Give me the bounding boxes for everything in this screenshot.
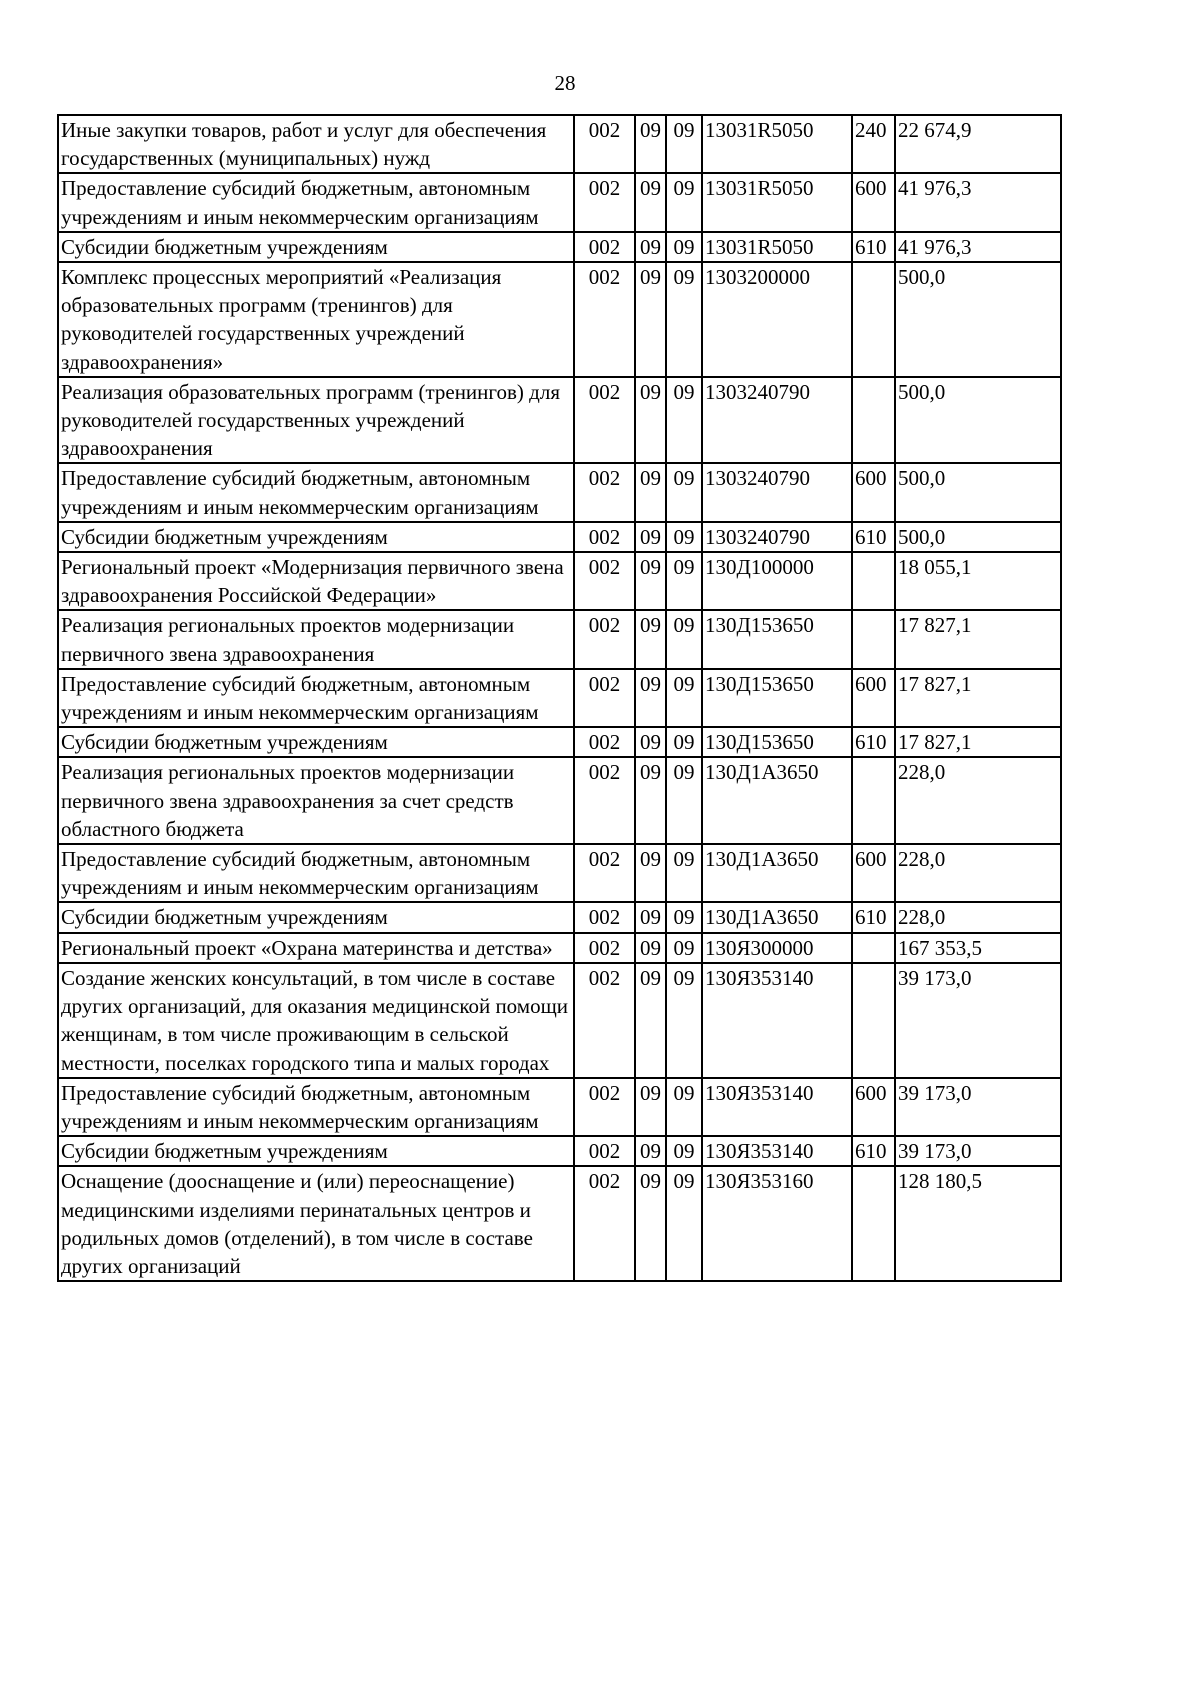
row-subsection-cell: 09 bbox=[666, 757, 702, 844]
row-amount-cell: 500,0 bbox=[895, 463, 1061, 521]
row-section-cell: 09 bbox=[635, 757, 666, 844]
row-subsection-cell: 09 bbox=[666, 1166, 702, 1281]
row-admin-code-cell: 002 bbox=[574, 262, 635, 377]
row-target-article-cell: 13031R5050 bbox=[702, 115, 852, 173]
row-name-cell: Субсидии бюджетным учреждениям bbox=[58, 727, 574, 757]
row-admin-code-cell: 002 bbox=[574, 552, 635, 610]
row-section-cell: 09 bbox=[635, 902, 666, 932]
row-admin-code-cell: 002 bbox=[574, 1136, 635, 1166]
row-expense-type-cell: 600 bbox=[852, 173, 895, 231]
row-subsection-cell: 09 bbox=[666, 232, 702, 262]
row-section-cell: 09 bbox=[635, 1136, 666, 1166]
row-amount-cell: 500,0 bbox=[895, 377, 1061, 464]
row-name-cell: Региональный проект «Модернизация первичного звена здравоохранения Российской Федерации» bbox=[58, 552, 574, 610]
row-section-cell: 09 bbox=[635, 933, 666, 963]
row-amount-cell: 500,0 bbox=[895, 522, 1061, 552]
row-amount-cell: 41 976,3 bbox=[895, 173, 1061, 231]
row-target-article-cell: 130Я300000 bbox=[702, 933, 852, 963]
row-amount-cell: 41 976,3 bbox=[895, 232, 1061, 262]
row-name-cell: Предоставление субсидий бюджетным, автономным учреждениям и иным некоммерческим организациям bbox=[58, 173, 574, 231]
row-section-cell: 09 bbox=[635, 727, 666, 757]
table-row bbox=[58, 173, 1061, 231]
table-body bbox=[58, 115, 1061, 1281]
row-name-cell: Субсидии бюджетным учреждениям bbox=[58, 902, 574, 932]
row-expense-type-cell: 600 bbox=[852, 844, 895, 902]
row-expense-type-cell: 600 bbox=[852, 463, 895, 521]
row-expense-type-cell bbox=[852, 757, 895, 844]
row-admin-code-cell: 002 bbox=[574, 902, 635, 932]
row-subsection-cell: 09 bbox=[666, 262, 702, 377]
row-admin-code-cell: 002 bbox=[574, 757, 635, 844]
table-row bbox=[58, 552, 1061, 610]
row-target-article-cell: 1303240790 bbox=[702, 463, 852, 521]
table-row bbox=[58, 669, 1061, 727]
row-target-article-cell: 130Я353160 bbox=[702, 1166, 852, 1281]
row-name-cell: Предоставление субсидий бюджетным, автономным учреждениям и иным некоммерческим организациям bbox=[58, 669, 574, 727]
row-expense-type-cell bbox=[852, 963, 895, 1078]
row-target-article-cell: 130Я353140 bbox=[702, 1136, 852, 1166]
row-amount-cell: 167 353,5 bbox=[895, 933, 1061, 963]
row-name-cell: Оснащение (дооснащение и (или) переоснащение) медицинскими изделиями перинатальных центров и родильных домов (отделений), в том числе в составе других организаций bbox=[58, 1166, 574, 1281]
row-target-article-cell: 1303200000 bbox=[702, 262, 852, 377]
row-section-cell: 09 bbox=[635, 262, 666, 377]
row-admin-code-cell: 002 bbox=[574, 963, 635, 1078]
row-expense-type-cell bbox=[852, 552, 895, 610]
row-subsection-cell: 09 bbox=[666, 1078, 702, 1136]
row-amount-cell: 17 827,1 bbox=[895, 610, 1061, 668]
table-row bbox=[58, 377, 1061, 464]
row-subsection-cell: 09 bbox=[666, 844, 702, 902]
row-admin-code-cell: 002 bbox=[574, 669, 635, 727]
row-expense-type-cell: 610 bbox=[852, 232, 895, 262]
row-target-article-cell: 130Я353140 bbox=[702, 1078, 852, 1136]
row-amount-cell: 17 827,1 bbox=[895, 669, 1061, 727]
row-target-article-cell: 1303240790 bbox=[702, 377, 852, 464]
row-expense-type-cell: 610 bbox=[852, 902, 895, 932]
table-row bbox=[58, 727, 1061, 757]
row-target-article-cell: 130Д100000 bbox=[702, 552, 852, 610]
row-section-cell: 09 bbox=[635, 377, 666, 464]
row-admin-code-cell: 002 bbox=[574, 522, 635, 552]
table-row bbox=[58, 115, 1061, 173]
row-subsection-cell: 09 bbox=[666, 1136, 702, 1166]
row-subsection-cell: 09 bbox=[666, 610, 702, 668]
row-section-cell: 09 bbox=[635, 669, 666, 727]
row-subsection-cell: 09 bbox=[666, 115, 702, 173]
table-row bbox=[58, 933, 1061, 963]
row-target-article-cell: 130Д1А3650 bbox=[702, 757, 852, 844]
table-row bbox=[58, 757, 1061, 844]
table-row bbox=[58, 610, 1061, 668]
table-row bbox=[58, 963, 1061, 1078]
row-subsection-cell: 09 bbox=[666, 377, 702, 464]
row-expense-type-cell: 610 bbox=[852, 1136, 895, 1166]
row-name-cell: Предоставление субсидий бюджетным, автономным учреждениям и иным некоммерческим организациям bbox=[58, 463, 574, 521]
row-expense-type-cell: 240 bbox=[852, 115, 895, 173]
row-section-cell: 09 bbox=[635, 522, 666, 552]
row-admin-code-cell: 002 bbox=[574, 1166, 635, 1281]
row-target-article-cell: 130Я353140 bbox=[702, 963, 852, 1078]
row-target-article-cell: 130Д153650 bbox=[702, 727, 852, 757]
row-admin-code-cell: 002 bbox=[574, 377, 635, 464]
row-subsection-cell: 09 bbox=[666, 727, 702, 757]
row-section-cell: 09 bbox=[635, 115, 666, 173]
page-number: 28 bbox=[554, 71, 576, 95]
row-target-article-cell: 13031R5050 bbox=[702, 232, 852, 262]
row-amount-cell: 228,0 bbox=[895, 757, 1061, 844]
row-section-cell: 09 bbox=[635, 232, 666, 262]
row-name-cell: Создание женских консультаций, в том числе в составе других организаций, для оказания медицинской помощи женщинам, в том числе проживающим в сельской местности, поселках городского типа и малых городах bbox=[58, 963, 574, 1078]
row-section-cell: 09 bbox=[635, 552, 666, 610]
row-expense-type-cell: 600 bbox=[852, 1078, 895, 1136]
row-admin-code-cell: 002 bbox=[574, 173, 635, 231]
row-expense-type-cell bbox=[852, 1166, 895, 1281]
row-name-cell: Реализация региональных проектов модернизации первичного звена здравоохранения за счет средств областного бюджета bbox=[58, 757, 574, 844]
row-target-article-cell: 130Д153650 bbox=[702, 610, 852, 668]
table-row bbox=[58, 1136, 1061, 1166]
row-amount-cell: 128 180,5 bbox=[895, 1166, 1061, 1281]
row-subsection-cell: 09 bbox=[666, 669, 702, 727]
row-amount-cell: 17 827,1 bbox=[895, 727, 1061, 757]
row-section-cell: 09 bbox=[635, 610, 666, 668]
table-row bbox=[58, 232, 1061, 262]
table-row bbox=[58, 522, 1061, 552]
row-admin-code-cell: 002 bbox=[574, 1078, 635, 1136]
row-amount-cell: 18 055,1 bbox=[895, 552, 1061, 610]
row-expense-type-cell: 600 bbox=[852, 669, 895, 727]
row-name-cell: Региональный проект «Охрана материнства и детства» bbox=[58, 933, 574, 963]
table-row bbox=[58, 463, 1061, 521]
table-row bbox=[58, 1166, 1061, 1281]
row-subsection-cell: 09 bbox=[666, 963, 702, 1078]
row-section-cell: 09 bbox=[635, 1078, 666, 1136]
row-expense-type-cell bbox=[852, 933, 895, 963]
row-subsection-cell: 09 bbox=[666, 522, 702, 552]
row-admin-code-cell: 002 bbox=[574, 232, 635, 262]
row-name-cell: Иные закупки товаров, работ и услуг для обеспечения государственных (муниципальных) нужд bbox=[58, 115, 574, 173]
row-admin-code-cell: 002 bbox=[574, 727, 635, 757]
row-subsection-cell: 09 bbox=[666, 552, 702, 610]
row-expense-type-cell bbox=[852, 377, 895, 464]
row-expense-type-cell bbox=[852, 262, 895, 377]
row-amount-cell: 228,0 bbox=[895, 902, 1061, 932]
table-row bbox=[58, 844, 1061, 902]
row-amount-cell: 228,0 bbox=[895, 844, 1061, 902]
row-target-article-cell: 130Д153650 bbox=[702, 669, 852, 727]
row-target-article-cell: 1303240790 bbox=[702, 522, 852, 552]
row-amount-cell: 39 173,0 bbox=[895, 1136, 1061, 1166]
row-name-cell: Комплекс процессных мероприятий «Реализация образовательных программ (тренингов) для руководителей государственных учреждений здравоохранения» bbox=[58, 262, 574, 377]
row-admin-code-cell: 002 bbox=[574, 115, 635, 173]
row-name-cell: Субсидии бюджетным учреждениям bbox=[58, 522, 574, 552]
row-section-cell: 09 bbox=[635, 844, 666, 902]
table-row bbox=[58, 262, 1061, 377]
row-admin-code-cell: 002 bbox=[574, 933, 635, 963]
table-row bbox=[58, 1078, 1061, 1136]
row-expense-type-cell: 610 bbox=[852, 522, 895, 552]
row-admin-code-cell: 002 bbox=[574, 844, 635, 902]
row-target-article-cell: 130Д1А3650 bbox=[702, 844, 852, 902]
row-amount-cell: 39 173,0 bbox=[895, 963, 1061, 1078]
row-name-cell: Реализация региональных проектов модернизации первичного звена здравоохранения bbox=[58, 610, 574, 668]
row-admin-code-cell: 002 bbox=[574, 610, 635, 668]
row-section-cell: 09 bbox=[635, 963, 666, 1078]
row-expense-type-cell bbox=[852, 610, 895, 668]
row-section-cell: 09 bbox=[635, 1166, 666, 1281]
row-section-cell: 09 bbox=[635, 173, 666, 231]
row-name-cell: Реализация образовательных программ (тренингов) для руководителей государственных учреждений здравоохранения bbox=[58, 377, 574, 464]
budget-table bbox=[57, 114, 1062, 1282]
row-expense-type-cell: 610 bbox=[852, 727, 895, 757]
row-name-cell: Субсидии бюджетным учреждениям bbox=[58, 232, 574, 262]
row-subsection-cell: 09 bbox=[666, 933, 702, 963]
table-row bbox=[58, 902, 1061, 932]
row-subsection-cell: 09 bbox=[666, 463, 702, 521]
row-admin-code-cell: 002 bbox=[574, 463, 635, 521]
row-name-cell: Предоставление субсидий бюджетным, автономным учреждениям и иным некоммерческим организациям bbox=[58, 1078, 574, 1136]
row-name-cell: Предоставление субсидий бюджетным, автономным учреждениям и иным некоммерческим организациям bbox=[58, 844, 574, 902]
row-section-cell: 09 bbox=[635, 463, 666, 521]
row-name-cell: Субсидии бюджетным учреждениям bbox=[58, 1136, 574, 1166]
row-amount-cell: 22 674,9 bbox=[895, 115, 1061, 173]
row-amount-cell: 39 173,0 bbox=[895, 1078, 1061, 1136]
row-amount-cell: 500,0 bbox=[895, 262, 1061, 377]
row-target-article-cell: 130Д1А3650 bbox=[702, 902, 852, 932]
row-subsection-cell: 09 bbox=[666, 173, 702, 231]
row-target-article-cell: 13031R5050 bbox=[702, 173, 852, 231]
row-subsection-cell: 09 bbox=[666, 902, 702, 932]
